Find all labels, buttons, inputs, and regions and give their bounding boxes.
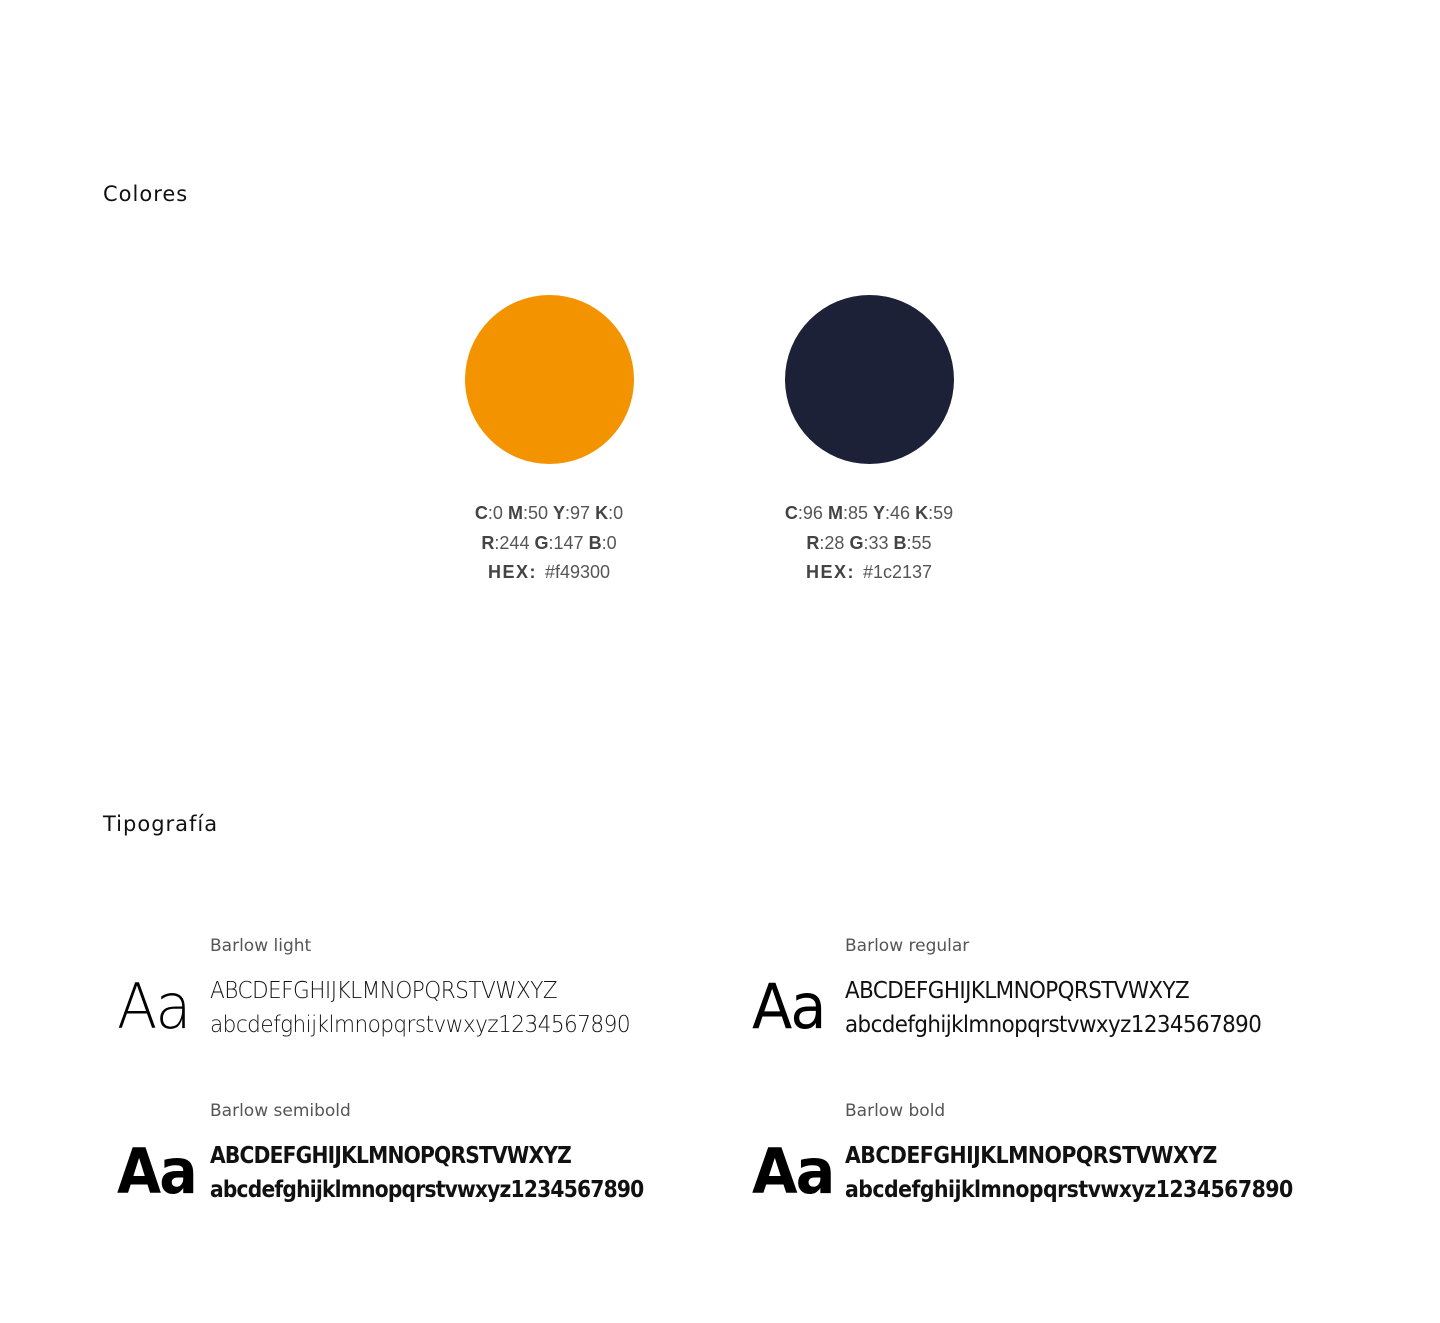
lowercase-alphabet: abcdefghijklmnopqrstvwxyz1234567890 [845,1177,1293,1203]
rgb-values [389,529,709,559]
font-weight-label: Barlow regular [845,936,970,956]
cmyk-c-value: :0 [487,503,503,523]
cmyk-m-value: :50 [522,503,548,523]
cmyk-c-value: :96 [797,503,823,523]
aa-specimen: Aa [752,1135,834,1208]
lowercase-alphabet: abcdefghijklmnopqrstvwxyz1234567890 [210,1177,644,1203]
type-sample-light [117,936,757,1056]
font-weight-label: Barlow semibold [210,1101,351,1121]
cmyk-y-value: :97 [565,503,591,523]
hex-label: HEX: [487,562,537,582]
cmyk-k-value: :59 [928,503,954,523]
color-specs [389,499,709,588]
glyph-specimen [845,1139,1293,1207]
rgb-b-value: :0 [601,532,617,553]
type-sample-regular [752,936,1392,1056]
color-specs [709,499,1029,588]
cmyk-k-key: K [595,503,609,523]
rgb-values [709,529,1029,559]
typography-section-title: Tipografía [103,812,219,836]
hex-value-row [709,558,1029,588]
colors-section-title: Colores [103,182,189,206]
lowercase-alphabet: abcdefghijklmnopqrstvwxyz1234567890 [845,1012,1262,1038]
cmyk-c-key: C [784,503,798,523]
type-sample-bold [752,1101,1392,1221]
uppercase-alphabet: ABCDEFGHIJKLMNOPQRSTVWXYZ [210,1143,572,1169]
cmyk-k-value: :0 [608,503,624,523]
glyph-specimen [210,974,630,1042]
cmyk-y-key: Y [553,503,566,523]
hex-value: #f49300 [544,562,611,582]
rgb-r-value: :28 [819,532,845,553]
rgb-r-key: R [481,532,495,553]
navy-color-circle [785,295,954,464]
aa-specimen: Aa [752,970,825,1043]
font-weight-label: Barlow bold [845,1101,946,1121]
cmyk-c-key: C [474,503,488,523]
color-swatch-navy [709,295,1029,588]
rgb-r-key: R [806,532,820,553]
hex-value: #1c2137 [862,562,933,582]
rgb-r-value: :244 [494,532,530,553]
cmyk-y-key: Y [873,503,886,523]
rgb-g-value: :147 [548,532,584,553]
uppercase-alphabet: ABCDEFGHIJKLMNOPQRSTVWXYZ [210,978,558,1004]
uppercase-alphabet: ABCDEFGHIJKLMNOPQRSTVWXYZ [845,978,1190,1004]
type-sample-semibold [117,1101,757,1221]
rgb-g-key: G [534,532,549,553]
rgb-b-key: B [893,532,907,553]
font-weight-label: Barlow light [210,936,312,956]
cmyk-k-key: K [915,503,929,523]
glyph-specimen [210,1139,643,1207]
cmyk-values [709,499,1029,529]
uppercase-alphabet: ABCDEFGHIJKLMNOPQRSTVWXYZ [845,1143,1217,1169]
color-swatch-orange [389,295,709,588]
glyph-specimen [845,974,1261,1042]
orange-color-circle [465,295,634,464]
rgb-b-key: B [588,532,602,553]
cmyk-m-value: :85 [842,503,868,523]
rgb-g-key: G [849,532,864,553]
aa-specimen: Aa [117,970,190,1043]
cmyk-m-key: M [507,503,523,523]
cmyk-m-key: M [827,503,843,523]
cmyk-values [389,499,709,529]
lowercase-alphabet: abcdefghijklmnopqrstvwxyz1234567890 [210,1012,631,1038]
rgb-b-value: :55 [906,532,932,553]
aa-specimen: Aa [117,1135,196,1208]
rgb-g-value: :33 [863,532,889,553]
cmyk-y-value: :46 [885,503,911,523]
hex-label: HEX: [805,562,855,582]
hex-value-row [389,558,709,588]
